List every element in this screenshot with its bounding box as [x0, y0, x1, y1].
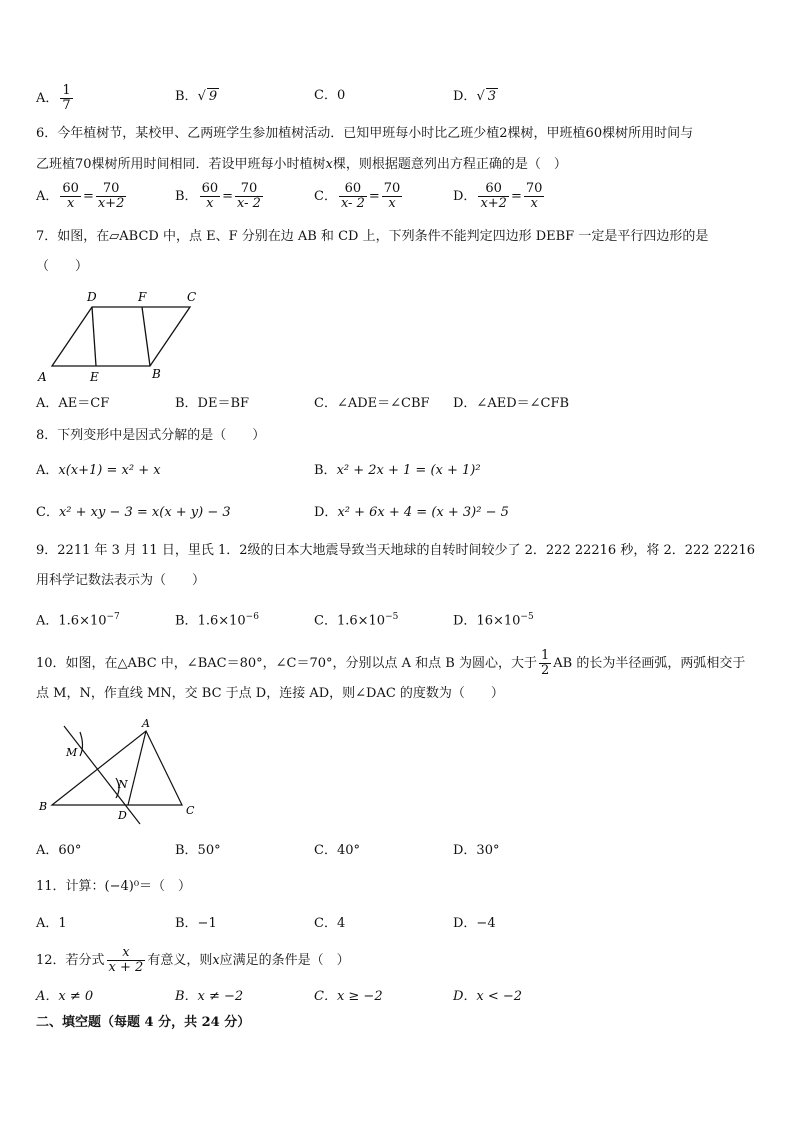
label-c: C [187, 290, 197, 304]
line-mn [64, 726, 140, 824]
sqrt-sign: √ [476, 89, 485, 104]
q8-option-c: C．x² + xy − 3 = x(x + y) − 3 [36, 505, 231, 520]
q5-option-a: A． $\frac{1}{7}$ [36, 83, 71, 113]
q12-option-d: D．x < −2 [453, 989, 523, 1004]
q12-option-c: C．x ≥ −2 [314, 989, 383, 1004]
label-b: B [39, 800, 48, 813]
q7-option-b: B．DE＝BF [175, 396, 250, 411]
q9-option-d: D．$16\times 10^{-5}$ [453, 612, 534, 629]
q10-option-b: B．50° [175, 843, 221, 858]
segment-de [92, 307, 96, 366]
q8-option-b: B．x² + 2x + 1 = (x + 1)² [314, 463, 481, 478]
label-a: A [38, 370, 47, 384]
q10-stem-line2: 点 M，N，作直线 MN，交 BC 于点 D，连接 AD，则∠DAC 的度数为（ ） [36, 686, 504, 701]
q10-stem-line1: 10．如图，在△ABC 中，∠BAC＝80°，∠C＝70°，分别以点 A 和点 B 为圆心，大于 $\frac{1}{2}$ AB 的长为半径画弧，两弧相交于 [36, 648, 746, 678]
label-n: N [118, 778, 128, 791]
q5-option-c: C．0 [314, 88, 346, 103]
label-m: M [66, 746, 78, 759]
q12-stem: 12．若分式 $\frac{x}{x + 2}$ 有意义，则x应满足的条件是（ ） [36, 945, 350, 975]
q7-stem-line1: 7．如图，在▱ABCD 中，点 E、F 分别在边 AB 和 CD 上，下列条件不能判定四边形 DEBF 一定是平行四边形的是 [36, 229, 709, 244]
q5-option-d: D．√ 3 [453, 89, 497, 104]
q12-option-b: B．x ≠ −2 [175, 989, 244, 1004]
segment-ad [128, 731, 146, 805]
q11-option-c: C．4 [314, 916, 346, 931]
label-f: F [138, 290, 147, 304]
fraction: $\frac{1}{7}$ [62, 83, 71, 113]
q7-stem-line2: （ ） [36, 259, 89, 274]
q11-option-d: D．−4 [453, 916, 496, 931]
label-c: C [186, 804, 195, 817]
q10-option-c: C．40° [314, 843, 360, 858]
q6-stem-line1: 6．今年植树节，某校甲、乙两班学生参加植树活动．已知甲班每小时比乙班少植2棵树，甲班植60棵树所用时间与 [36, 126, 694, 141]
q12-option-a: A．x ≠ 0 [36, 989, 94, 1004]
section-2-heading: 二、填空题（每题 4 分，共 24 分） [36, 1015, 251, 1030]
q9-stem-line2: 用科学记数法表示为（ ） [36, 573, 206, 588]
q10-triangle-figure [36, 716, 206, 826]
q6-stem-line2: 乙班植70棵树所用时间相同．若设甲班每小时植树x棵，则根据题意列出方程正确的是（ ） [36, 157, 567, 172]
q10-option-a: A．60° [36, 843, 82, 858]
q7-option-c: C．∠ADE＝∠CBF [314, 396, 430, 411]
q9-option-a: A．$1.6\times 10^{-7}$ [36, 612, 120, 629]
parallelogram-abcd [52, 307, 190, 366]
q6-option-c: C． $\frac{60}{x- 2}$ = $\frac{70}{x}$ [314, 181, 401, 211]
q8-option-a: A．x(x+1) = x² + x [36, 463, 161, 478]
sqrt-sign: √ [197, 89, 206, 104]
segment-bf [142, 307, 150, 366]
label-b: B [152, 367, 161, 381]
q9-option-c: C．$1.6\times 10^{-5}$ [314, 612, 399, 629]
q8-stem: 8．下列变形中是因式分解的是（ ） [36, 428, 266, 443]
q5-option-b: B．√ 9 [175, 89, 218, 104]
q9-option-b: B．$1.6\times 10^{-6}$ [175, 612, 259, 629]
q7-option-d: D．∠AED＝∠CFB [453, 396, 570, 411]
q8-option-d: D．x² + 6x + 4 = (x + 3)² − 5 [314, 505, 509, 520]
q6-option-b: B． $\frac{60}{x}$ = $\frac{70}{x- 2}$ [175, 181, 261, 211]
q6-option-d: D． $\frac{60}{x+2}$ = $\frac{70}{x}$ [453, 181, 543, 211]
q11-stem: 11．计算：(−4)⁰＝（ ） [36, 879, 192, 894]
q10-option-d: D．30° [453, 843, 500, 858]
q9-stem-line1: 9．2211 年 3 月 11 日，里氏 1．2级的日本大地震导致当天地球的自转时间较少了 2．222 22216 秒，将 2．222 22216 [36, 543, 756, 558]
q6-option-a: A． $\frac{60}{x}$ = $\frac{70}{x+2}$ [36, 181, 125, 211]
arc-m [80, 732, 83, 756]
q7-parallelogram-figure [30, 286, 210, 386]
label-d: D [87, 290, 97, 304]
q7-option-a: A．AE＝CF [36, 396, 110, 411]
label-e: E [90, 370, 99, 384]
q11-option-a: A．1 [36, 916, 67, 931]
label-d: D [118, 809, 127, 822]
q11-option-b: B．−1 [175, 916, 217, 931]
label-a: A [142, 717, 150, 730]
